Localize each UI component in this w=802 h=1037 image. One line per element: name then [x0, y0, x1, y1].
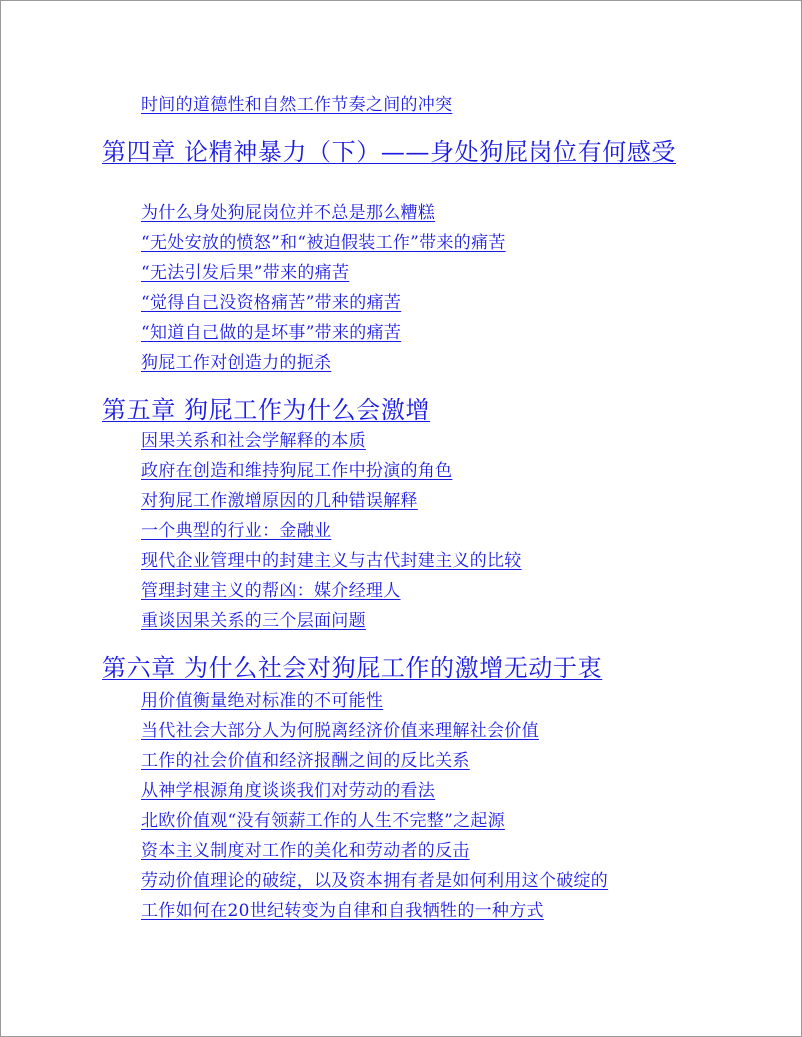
- toc-section-link[interactable]: 从神学根源角度谈谈我们对劳动的看法: [141, 781, 436, 801]
- toc-section-link[interactable]: 现代企业管理中的封建主义与古代封建主义的比较: [141, 551, 522, 571]
- toc-section-link[interactable]: 北欧价值观“没有领薪工作的人生不完整”之起源: [141, 811, 505, 831]
- toc-section-link[interactable]: 资本主义制度对工作的美化和劳动者的反击: [141, 841, 470, 861]
- toc-section-link[interactable]: 重谈因果关系的三个层面问题: [141, 611, 366, 631]
- toc-section-link[interactable]: 政府在创造和维持狗屁工作中扮演的角色: [141, 461, 453, 481]
- toc-section-link[interactable]: 用价值衡量绝对标准的不可能性: [141, 691, 384, 711]
- toc-section-link[interactable]: 工作的社会价值和经济报酬之间的反比关系: [141, 751, 470, 771]
- toc-section-link[interactable]: 劳动价值理论的破绽，以及资本拥有者是如何利用这个破绽的: [141, 871, 609, 891]
- toc-section-link[interactable]: 为什么身处狗屁岗位并不总是那么糟糕: [141, 203, 436, 223]
- toc-section-link[interactable]: 狗屁工作对创造力的扼杀: [141, 353, 332, 373]
- toc-section-link[interactable]: 工作如何在20世纪转变为自律和自我牺牲的一种方式: [141, 901, 544, 921]
- toc-chapter-4-link[interactable]: 第四章 论精神暴力（下）——身处狗屁岗位有何感受: [102, 138, 677, 166]
- toc-section-link[interactable]: 管理封建主义的帮凶：媒介经理人: [141, 581, 401, 601]
- toc-section-link[interactable]: 时间的道德性和自然工作节奏之间的冲突: [141, 95, 453, 115]
- toc-section-link[interactable]: “知道自己做的是坏事”带来的痛苦: [141, 323, 402, 343]
- toc-section-link[interactable]: 对狗屁工作激增原因的几种错误解释: [141, 491, 418, 511]
- toc-section-link[interactable]: “无处安放的愤怒”和“被迫假装工作”带来的痛苦: [141, 233, 506, 253]
- toc-section-link[interactable]: “觉得自己没资格痛苦”带来的痛苦: [141, 293, 402, 313]
- toc-chapter-5-link[interactable]: 第五章 狗屁工作为什么会激增: [102, 396, 431, 424]
- toc-section-link[interactable]: 因果关系和社会学解释的本质: [141, 431, 366, 451]
- toc-section-link[interactable]: 一个典型的行业：金融业: [141, 521, 332, 541]
- toc-section-link[interactable]: “无法引发后果”带来的痛苦: [141, 263, 350, 283]
- toc-chapter-6-link[interactable]: 第六章 为什么社会对狗屁工作的激增无动于衷: [102, 654, 603, 682]
- toc-section-link[interactable]: 当代社会大部分人为何脱离经济价值来理解社会价值: [141, 721, 539, 741]
